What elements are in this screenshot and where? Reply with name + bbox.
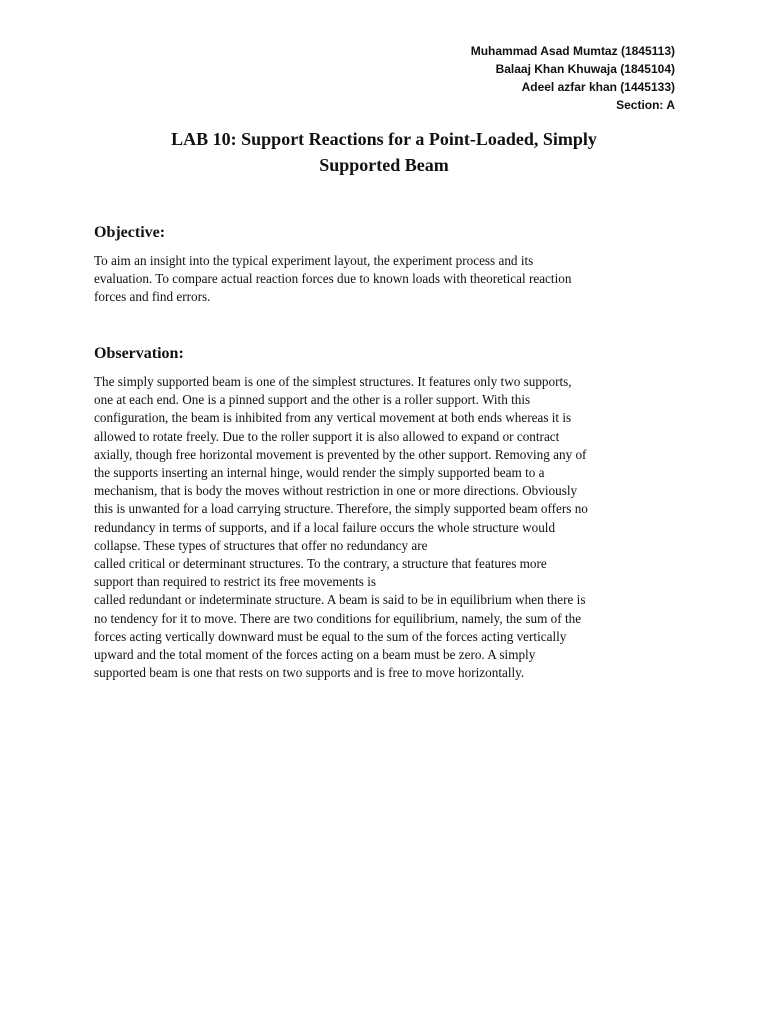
text-line: this is unwanted for a load carrying structure. Therefore, the simply supported beam offers no	[94, 501, 588, 517]
author-name: Adeel azfar khan (1445133)	[521, 80, 675, 94]
text-line: forces acting vertically downward must be equal to the sum of the forces acting vertically	[94, 628, 567, 644]
title-line: LAB 10: Support Reactions for a Point-Loaded, Simply	[171, 129, 597, 149]
text-line: one at each end. One is a pinned support and the other is a roller support. With this	[94, 392, 531, 408]
text-line: forces and find errors.	[94, 289, 211, 305]
objective-heading: Objective:	[94, 224, 166, 241]
author-name: Muhammad Asad Mumtaz (1845113)	[470, 44, 675, 58]
document-title	[94, 126, 674, 178]
text-line: support than required to restrict its free movements is	[94, 574, 376, 590]
text-line: supported beam is one that rests on two supports and is free to move horizontally.	[94, 665, 525, 681]
text-line: To aim an insight into the typical experiment layout, the experiment process and its	[94, 253, 534, 268]
text-line: upward and the total moment of the forces acting on a beam must be zero. A simply	[94, 647, 536, 663]
text-line: redundancy in terms of supports, and if a local failure occurs the whole structure would	[94, 519, 556, 535]
text-line: configuration, the beam is inhibited from any vertical movement at both ends whereas it is	[94, 410, 572, 426]
author-name: Balaaj Khan Khuwaja (1845104)	[495, 62, 675, 76]
objective-paragraph	[94, 252, 684, 307]
author-block	[471, 42, 675, 114]
text-line: evaluation. To compare actual reaction forces due to known loads with theoretical reaction	[94, 271, 572, 287]
text-line: called critical or determinant structures. To the contrary, a structure that features more	[94, 556, 547, 572]
observation-heading: Observation:	[94, 345, 184, 362]
observation-paragraph	[94, 373, 684, 682]
text-line: The simply supported beam is one of the simplest structures. It features only two supports,	[94, 374, 572, 389]
text-line: axially, though free horizontal movement is prevented by the other support. Removing any of	[94, 446, 587, 462]
text-line: the supports inserting an internal hinge, would render the simply supported beam to a	[94, 465, 545, 481]
text-line: mechanism, that is body the moves without restriction in one or more directions. Obviously	[94, 483, 578, 499]
text-line: allowed to rotate freely. Due to the roller support it is also allowed to expand or contract	[94, 428, 560, 444]
text-line: collapse. These types of structures that offer no redundancy are	[94, 537, 428, 553]
section-label: Section: A	[616, 98, 675, 112]
text-line: called redundant or indeterminate structure. A beam is said to be in equilibrium when there is	[94, 592, 586, 608]
text-line: no tendency for it to move. There are two conditions for equilibrium, namely, the sum of the	[94, 610, 582, 626]
title-line: Supported Beam	[319, 155, 449, 175]
